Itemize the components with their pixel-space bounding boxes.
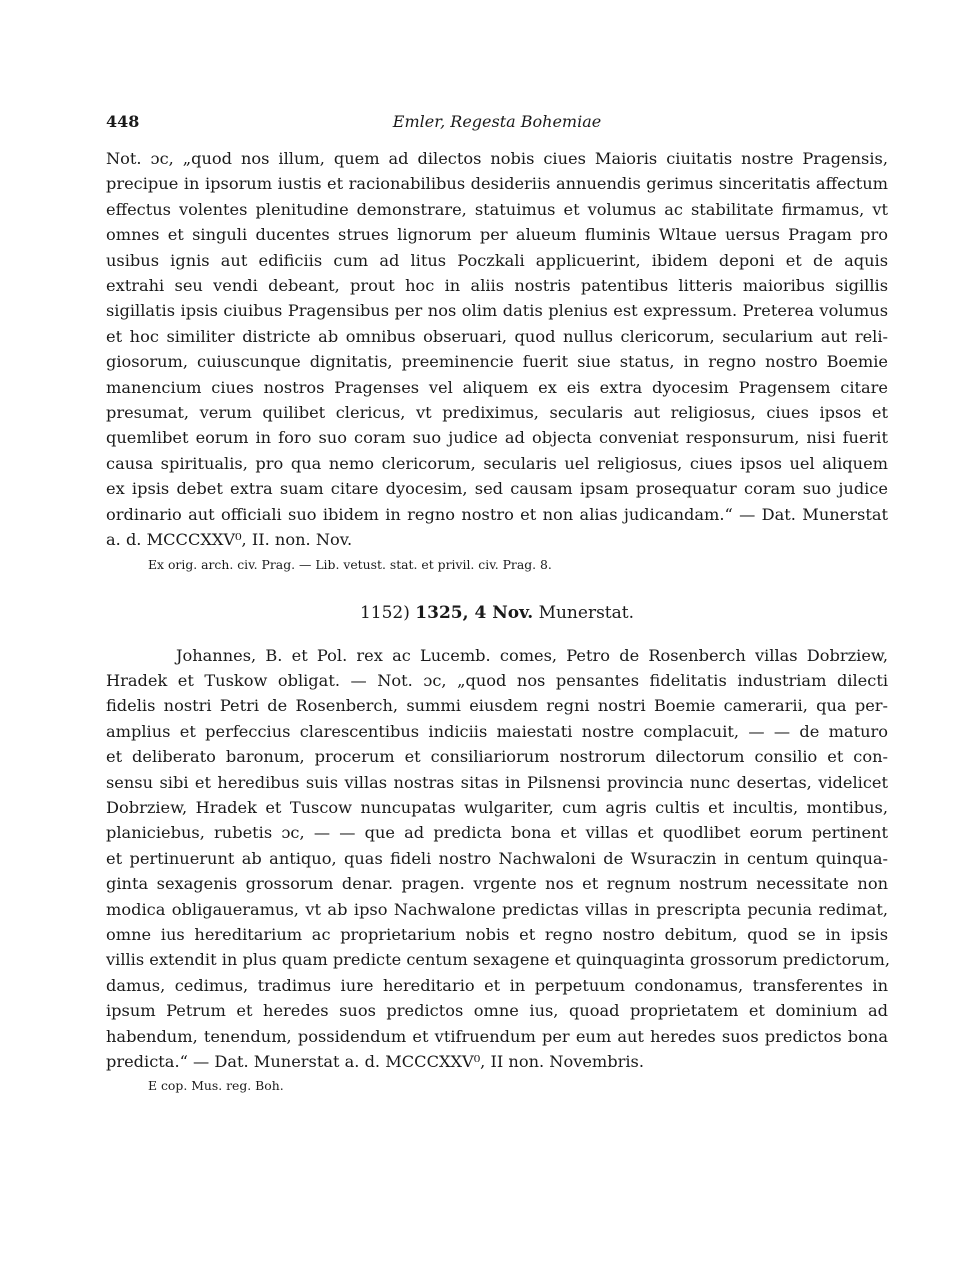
text-line: omne ius hereditarium ac proprietarium nobis et regno nostro debitum, quod se in ipsis [106,924,888,944]
text-line: sensu sibi et heredibus suis villas nostras sitas in Pilsnensi provincia nunc desertas, videlicet [106,772,888,792]
text-line: ipsum Petrum et heredes suos predictos omne ius, quoad proprietatem et dominium ad [106,1001,888,1021]
text-line: usibus ignis aut edificiis cum ad litus Poczkali applicuerint, ibidem deponi et de aquis [106,250,888,270]
text-line: amplius et perfeccius clarescentibus indiciis maiestati nostre complacuit, — — de maturo [106,721,888,741]
entry-text [106,643,888,1075]
text-line: extrahi seu vendi debeant, prout hoc in aliis nostris patentibus litteris maioribus sigillis [106,276,888,296]
text-line: precipue in ipsorum iustis et racionabilibus desideriis annuendis gerimus sinceritatis affectum [106,174,888,194]
text-line: omnes et singuli ducentes strues lignorum per alueum fluminis Wltaue uersus Pragam pro [106,225,888,245]
entry-text-continued [106,146,888,553]
text-line: et pertinuerunt ab antiquo, quas fideli nostro Nachwaloni de Wsuraczin in centum quinqua- [106,848,888,868]
entry-date: 1325, 4 Nov. [415,602,534,623]
text-line: planiciebus, rubetis ɔc, — — que ad predicta bona et villas et quodlibet eorum pertinent [106,823,888,843]
source-note: Ex orig. arch. civ. Prag. — Lib. vetust. stat. et privil. civ. Prag. 8. [148,556,552,572]
text-line: manencium ciues nostros Pragenses vel aliquem ex eis extra dyocesim Pragensem citare [106,377,888,397]
text-line: et hoc similiter districte ab omnibus obseruari, quod nullus clericorum, secularium aut reli- [106,326,888,346]
text-line: ex ipsis debet extra suam citare dyocesim, sed causam ipsam prosequatur coram suo judice [106,479,888,499]
text-line: causa spiritualis, pro qua nemo clericorum, secularis uel religiosus, ciues ipsos uel aliquem [106,453,888,473]
text-line: damus, cedimus, tradimus iure hereditario et in perpetuum condonamus, transferentes in [106,975,888,995]
page-number: 448 [106,112,140,131]
text-line: sigillatis ipsis ciuibus Pragensibus per nos olim datis plenius est expressum. Preterea volumus [106,301,888,321]
running-head: Emler, Regesta Bohemiae [392,112,602,131]
text-line: predicta.“ — Dat. Munerstat a. d. MCCCXXV⁰, II non. Novembris. [106,1052,645,1071]
text-line: presumat, verum quilibet clericus, vt prediximus, secularis aut religiosus, ciues ipsos et [106,403,888,423]
text-line: modica obligaueramus, vt ab ipso Nachwalone predictas villas in prescripta pecunia redimat, [106,899,888,919]
page-header [106,112,888,146]
text-line: ordinario aut officiali suo ibidem in regno nostro et non alias judicandam.“ — Dat. Munerstat [106,504,888,524]
entry-heading [106,603,888,623]
text-line: fidelis nostri Petri de Rosenberch, summi eiusdem regni nostri Boemie camerarii, qua per- [106,696,888,716]
text-line: giosorum, cuiuscunque dignitatis, preeminencie fuerit siue status, in regno nostro Boemie [106,352,888,372]
text-line: et deliberato baronum, procerum et consiliariorum nostrorum dilectorum consilio et con- [106,747,888,767]
text-line: Hradek et Tuskow obligat. — Not. ɔc, „quod nos pensantes fidelitatis industriam dilecti [106,670,888,690]
text-line: quemlibet eorum in foro suo coram suo judice ad objecta conveniat responsurum, nisi fuerit [106,428,888,448]
document-page [106,112,888,1096]
text-line: a. d. MCCCXXV⁰, II. non. Nov. [106,530,353,550]
entry-number: 1152) [359,602,410,623]
source-note: E cop. Mus. reg. Boh. [148,1078,284,1094]
text-line: Not. ɔc, „quod nos illum, quem ad dilectos nobis ciues Maioris ciuitatis nostre Pragensis, [106,149,888,168]
text-line: Dobrziew, Hradek et Tuscow nuncupatas wulgariter, cum agris cultis et incultis, montibus, [106,797,888,817]
text-line: Johannes, B. et Pol. rex ac Lucemb. comes, Petro de Rosenberch villas Dobrziew, [176,645,888,665]
text-line: ginta sexagenis grossorum denar. pragen. vrgente nos et regnum nostrum necessitate non [106,874,888,894]
text-line: villis extendit in plus quam predicte centum sexagene et quinquaginta grossorum predictorum, [106,950,890,970]
text-line: effectus volentes plenitudine demonstrare, statuimus et volumus ac stabilitate firmamus, vt [106,199,888,219]
text-line: habendum, tenendum, possidendum et vtifruendum per eum aut heredes suos predictos bona [106,1026,888,1046]
entry-place: Munerstat. [538,602,634,623]
